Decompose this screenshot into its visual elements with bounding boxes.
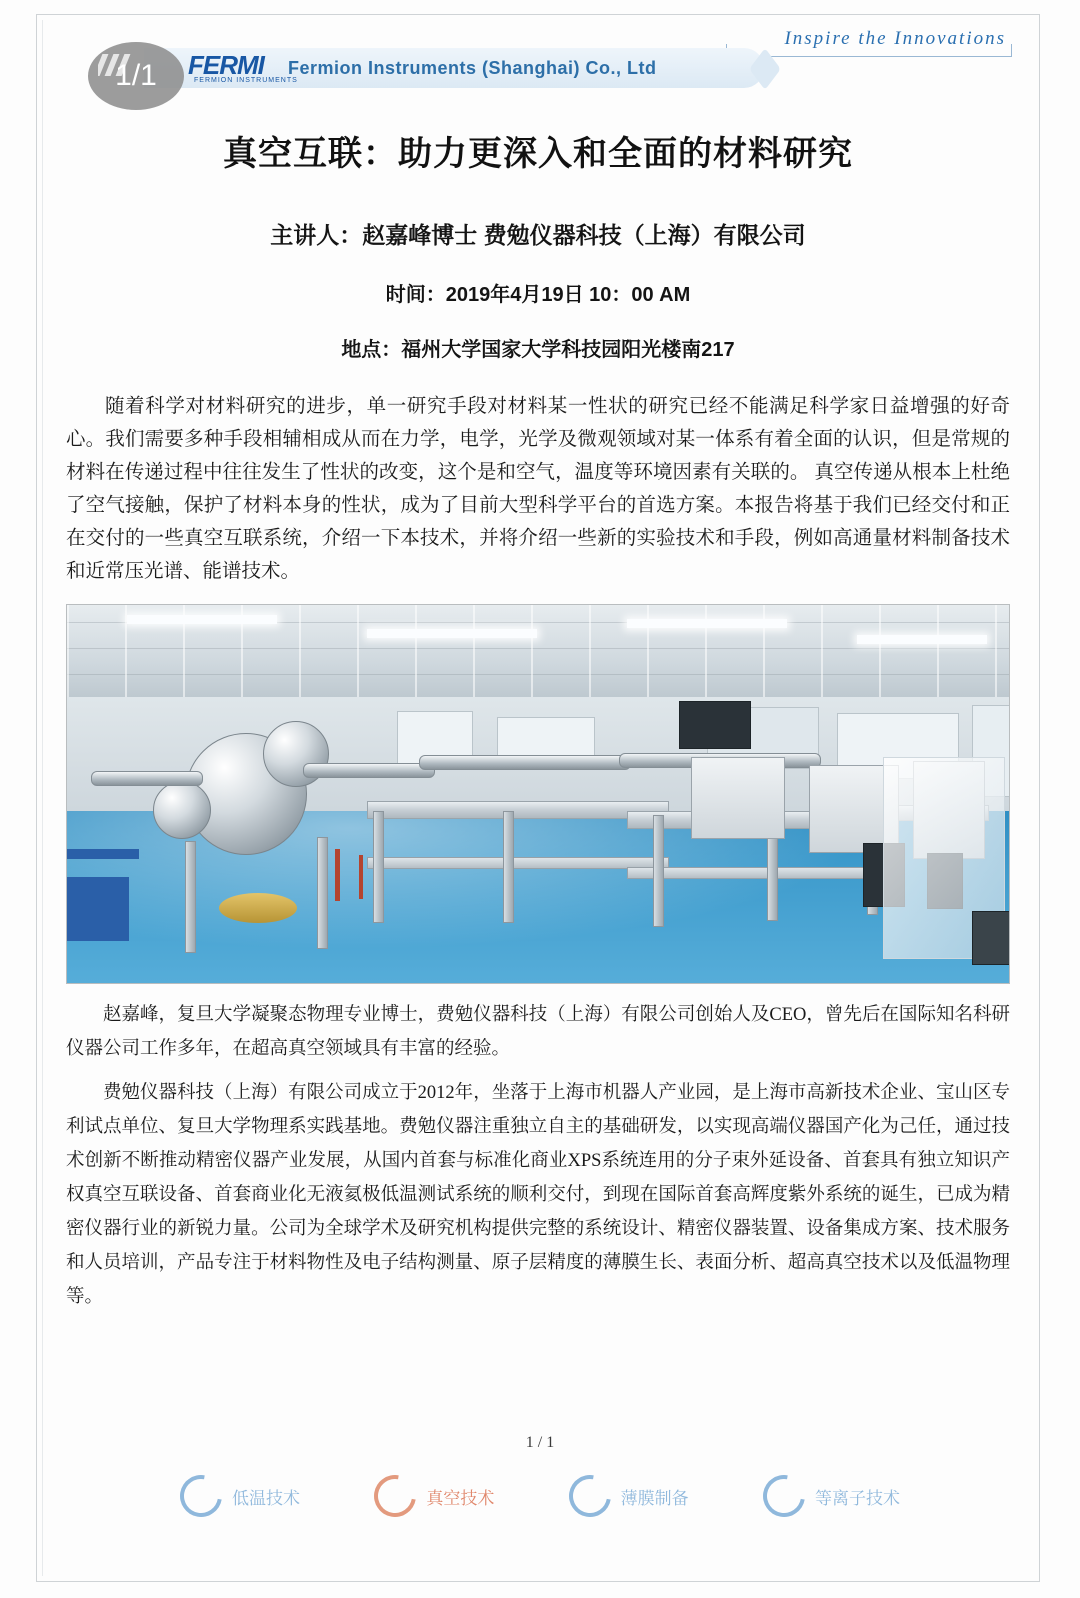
company-tagline: Inspire the Innovations bbox=[784, 28, 1006, 49]
footer-item-vacuum bbox=[374, 1475, 494, 1517]
vacuum-icon bbox=[366, 1467, 424, 1525]
photo-instrument-rack bbox=[691, 757, 785, 839]
footer-label: 等离子技术 bbox=[814, 1488, 900, 1508]
photo-frame-bar bbox=[367, 857, 669, 869]
footer-label: 低温技术 bbox=[232, 1488, 300, 1508]
photo-frame-post bbox=[503, 811, 514, 923]
photo-transfer-tube bbox=[419, 755, 631, 770]
photo-ceiling-light bbox=[627, 619, 787, 628]
company-name: Fermion Instruments (Shanghai) Co., Ltd bbox=[288, 58, 657, 78]
photo-frame-bar bbox=[627, 867, 879, 879]
photo-bench bbox=[367, 801, 669, 819]
photo-transfer-tube bbox=[303, 763, 435, 778]
plasma-icon bbox=[755, 1467, 813, 1525]
photo-transfer-tube bbox=[91, 771, 203, 786]
footer-item-cryogenics bbox=[180, 1475, 300, 1517]
photo-blue-bench bbox=[67, 849, 139, 859]
photo-vacuum-chamber bbox=[153, 781, 211, 839]
speaker-bio: 赵嘉峰，复旦大学凝聚态物理专业博士，费勉仪器科技（上海）有限公司创始人及CEO，曾先后在国际知名科研仪器公司工作多年，在超高真空领域具有丰富的经验。 bbox=[66, 1005, 1010, 1059]
footer-label: 真空技术 bbox=[426, 1488, 495, 1508]
footer-item-thin-film bbox=[569, 1475, 689, 1517]
footer-item-plasma bbox=[763, 1475, 900, 1517]
company-profile: 费勉仪器科技（上海）有限公司成立于2012年，坐落于上海市机器人产业园，是上海市高新技术企业、宝山区专利试点单位、复旦大学物理系实践基地。费勉仪器注重独立自主的基础研发，以实现高端仪器国产化为己任，通过技术创新不断推动精密仪器产业发展，从国内首套与标准化商业XPS系统连用的分子束外延设备、首套具有独立知识产权真空互联设备、首套商业化无液氦极低温测试系统的顺利交付，到现在国际首套高辉度紫外系统的诞生，已成为精密仪器行业的新锐力量。公司为全球学术及研究机构提供完整的系统设计、精密仪器装置、设备集成方案、技术服务和人员培训，产品专注于材料物性及电子结构测量、原子层精度的薄膜生长、表面分析、超高真空技术以及低温物理等。 bbox=[66, 1083, 1010, 1307]
document-body bbox=[36, 100, 1040, 1314]
photo-frame-post bbox=[653, 815, 664, 927]
fermi-logo-subtext: FERMION INSTRUMENTS bbox=[194, 77, 298, 84]
abstract-paragraph: 随着科学对材料研究的进步，单一研究手段对材料某一性状的研究已经不能满足科学家日益增强的好奇心。我们需要多种手段相辅相成从而在力学，电学，光学及微观领域对某一体系有着全面的认识，但是常规的材料在传递过程中往往发生了性状的改变，这个是和空气，温度等环境因素有关联的。 真空传递从根本上杜绝了空气接触，保护了材料本身的性状，成为了目前大型科学平台的首选方案。本报告将基于我们已经交付和正在交付的一些真空互联系统，介绍一下本技术，并将介绍一些新的实验技术和手段，例如高通量材料制备技术和近常压光谱、能谱技术。 bbox=[66, 396, 1010, 582]
lab-photo bbox=[66, 604, 1010, 984]
thin-film-icon bbox=[560, 1467, 618, 1525]
time-line: 时间：2019年4月19日 10：00 AM bbox=[385, 284, 691, 306]
photo-red-cable bbox=[359, 855, 363, 899]
photo-frame-post bbox=[317, 837, 328, 949]
document-header bbox=[36, 14, 1040, 90]
fermi-logo-icon: FERMI bbox=[188, 50, 264, 80]
footer-page-number: 1 / 1 bbox=[525, 1434, 555, 1451]
presenter-line: 主讲人：赵嘉峰博士 费勉仪器科技（上海）有限公司 bbox=[270, 222, 806, 248]
photo-ceiling-light bbox=[857, 635, 987, 644]
photo-dark-panel bbox=[679, 701, 751, 749]
photo-frame-post bbox=[373, 811, 384, 923]
footer-icon-row bbox=[180, 1468, 900, 1524]
page-title: 真空互联：助力更深入和全面的材料研究 bbox=[223, 135, 853, 173]
photo-frame-post bbox=[185, 841, 196, 953]
photo-blue-bench bbox=[67, 877, 129, 941]
cryogenics-icon bbox=[172, 1467, 230, 1525]
footer-label: 薄膜制备 bbox=[620, 1488, 689, 1508]
photo-red-cable bbox=[335, 849, 340, 901]
photo-ceiling-light bbox=[367, 629, 537, 638]
tagline-tick-right bbox=[1011, 44, 1012, 57]
photo-gold-flange bbox=[219, 893, 297, 923]
place-line: 地点：福州大学国家大学科技园阳光楼南217 bbox=[341, 339, 735, 361]
page-badge-label: 1/1 bbox=[115, 59, 157, 92]
photo-ceiling-light bbox=[127, 615, 277, 624]
photo-optical-table bbox=[972, 911, 1010, 965]
